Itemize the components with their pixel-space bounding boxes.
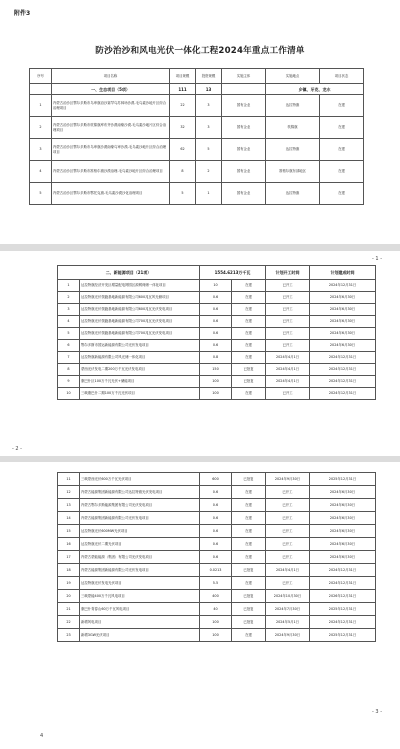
table-cell: 7 [58,352,80,364]
table-cell: 在建 [320,161,364,183]
table-cell: 在建 [232,499,266,512]
table-cell: 12 [58,486,80,499]
table-cell: 5 [30,183,52,205]
table-cell: 2024年10月30日 [266,590,310,603]
table-cell: 三峡康巴什二期100万千瓦光伏项目 [80,388,200,400]
table-cell: 2024年4月1日 [266,352,310,364]
table-cell: 20 [58,590,80,603]
table-cell: 内蒙古能源集团新能源有限公司光伏发电项目 [80,564,200,577]
col-header: 计划建成时间 [310,266,376,280]
table-row [30,95,364,117]
col-header: 项目名称 [52,69,170,84]
col-header: 项目规模 [170,69,196,84]
table-cell: 0.6 [200,340,232,352]
page-3 [0,462,400,749]
page-number-top: - 1 - [372,256,382,262]
table-row [58,388,376,400]
table-cell: 2024年12月31日 [310,352,376,364]
table-cell: 0.6 [200,499,232,512]
table-cell: 5 [170,183,196,205]
table-cell: 在建 [320,183,364,205]
table-cell: 已开工 [266,388,310,400]
table-row [30,183,364,205]
table-cell: 2024年12月31日 [310,577,376,590]
table-row [58,590,376,603]
table-cell: 内蒙古治沙区鄂尔多斯市杭锦旗库布齐沙漠南缘沙漠-毛乌素沙地片区综合治理项目 [52,117,170,139]
table-cell: 4 [58,316,80,328]
table-cell: 内蒙古蒙能能源（集团）有限公司光伏发电项目 [80,551,200,564]
table-cell: 新增风电项目 [80,616,200,629]
table-cell: 2024年6月30日 [310,486,376,499]
table-row [58,499,376,512]
table-cell: 已批复 [232,616,266,629]
table-cell: 2024年6月30日 [310,328,376,340]
table-cell: 2024年4月1日 [266,564,310,577]
table-cell: 1 [58,280,80,292]
page-number-bottom: 4 [40,733,44,739]
table-row [58,352,376,364]
col-header: 序号 [30,69,52,84]
table-cell: 达拉特旗光伏领跑基地新能源有限公司700兆瓦光伏发电项目 [80,328,200,340]
section-note: 乡镇、牙克、龙水 [266,84,364,95]
table-cell: 4 [30,161,52,183]
table-cell: 8 [58,364,80,376]
section-row-energy [58,266,376,280]
table-cell: 2024年6月30日 [310,551,376,564]
table-cell: 2024年7月30日 [266,603,310,616]
table-cell: 40 [200,603,232,616]
table-cell: 在建 [320,95,364,117]
table-cell: 2024年9月30日 [266,629,310,642]
table-cell: 0.6 [200,538,232,551]
table-cell: 在建 [232,538,266,551]
table-row [58,629,376,642]
table-cell: 已批复 [232,364,266,376]
table-cell: 400 [200,590,232,603]
table-row [30,139,364,161]
table-cell: 2024年12月31日 [310,388,376,400]
table-cell: 9 [58,376,80,388]
table-cell: 0.6 [200,328,232,340]
table-cell: 已开工 [266,499,310,512]
table-cell: 3 [196,117,222,139]
col-header: 投资规模 [196,69,222,84]
table-cell: 三峡蒙能400万千瓦风电项目 [80,590,200,603]
table-cell: 已开工 [266,538,310,551]
table-cell: 2024年6月30日 [310,292,376,304]
table-cell: 新增3GW光伏项目 [80,629,200,642]
table-cell: 3 [196,95,222,117]
table-cell: 0.6 [200,525,232,538]
table-cell: 32 [170,117,196,139]
table-row [30,117,364,139]
table-cell: 2024年6月30日 [310,512,376,525]
table-cell: 10 [200,280,232,292]
table-cell: 62 [170,139,196,161]
table-cell: 2024年12月31日 [310,376,376,388]
table-cell: 0.6 [200,512,232,525]
table-cell: 在建 [320,139,364,161]
table-cell: 已开工 [266,577,310,590]
table-cell: 达拉特旗光伏发电光伏项目 [80,577,200,590]
table-cell: 达拉特旗光伏600MW光伏项目 [80,525,200,538]
table-row [58,364,376,376]
table-cell: 2024年6月30日 [310,499,376,512]
table-cell: 已开工 [266,316,310,328]
table-cell: 在建 [232,486,266,499]
table-cell: 0.6 [200,316,232,328]
table-cell: 18 [58,564,80,577]
table-cell: 在建 [232,525,266,538]
table-cell: 150 [200,364,232,376]
table-cell: 22 [170,95,196,117]
table-cell: 22 [58,616,80,629]
page-number-top: - 3 - [372,709,382,715]
table-row [58,340,376,352]
table-cell: 2 [58,292,80,304]
table-cell: 17 [58,551,80,564]
attachment-label: 附件3 [14,10,31,17]
table-cell: 在建 [232,512,266,525]
table-cell: 国有企业 [222,95,266,117]
table-cell: 2024年5月1日 [266,616,310,629]
table-cell: 内蒙古治沙区鄂尔多斯市鄂托克旗-毛乌素沙漠沙化治理项目 [52,183,170,205]
table-cell: 已开工 [266,486,310,499]
table-cell: 2024年6月30日 [310,340,376,352]
table-cell: 在建 [232,388,266,400]
table-cell: 11 [58,473,80,486]
table-cell: 内蒙古鄂尔多斯能源集团有限公司光伏发电项目 [80,499,200,512]
table-row [58,316,376,328]
table-cell: 6 [58,340,80,352]
table-cell: 2026年12月31日 [310,590,376,603]
table-header-row [30,69,364,84]
table-cell: 已批复 [232,564,266,577]
table-cell: 在建 [232,340,266,352]
table-cell: 2024年4月1日 [266,364,310,376]
table-cell: 达拉特旗 [266,139,320,161]
table-cell: 23 [58,629,80,642]
table-row [58,603,376,616]
table-cell: 已开工 [266,512,310,525]
table-row [58,512,376,525]
table-row [58,376,376,388]
table-cell: 内蒙古能源集团新能源有限公司光伏发电项目 [80,512,200,525]
table-cell: 14 [58,512,80,525]
table-cell: 2024年6月30日 [310,525,376,538]
table-cell: 已开工 [266,525,310,538]
table-cell: 已开工 [266,292,310,304]
table-cell: 内蒙古治沙区鄂尔多斯市准格尔旗沙漠治理-毛乌素沙地片区综合治理项目 [52,161,170,183]
table-cell: 3 [58,304,80,316]
table-row [58,292,376,304]
table-cell: 已批复 [232,603,266,616]
table-cell: 在建 [232,629,266,642]
table-cell: 3 [30,139,52,161]
table-cell: 2024年12月31日 [310,616,376,629]
table-cell: 内蒙古能源集团新能源有限公司达拉特旗光伏发电项目 [80,486,200,499]
table-row [58,551,376,564]
page-number-bottom: - 2 - [12,446,22,452]
col-header: 实施主体 [222,69,266,84]
table-row [58,577,376,590]
table-cell: 达拉特旗光伏领跑基地新能源有限公司700兆瓦光伏发电项目 [80,316,200,328]
table-cell: 在建 [232,577,266,590]
table-cell: 0.6 [200,486,232,499]
table-cell: 10 [58,388,80,400]
table-cell: 1 [30,95,52,117]
table-cell: 康巴什青春山60万千瓦风电项目 [80,603,200,616]
table-cell: 2025年12月31日 [310,629,376,642]
table-row [58,616,376,629]
table-cell: 2024年4月1日 [266,376,310,388]
table-cell: 准格尔旗东部地区 [266,161,320,183]
table-cell: 在建 [232,352,266,364]
table-cell: 0.6 [200,304,232,316]
table-cell: 已批复 [232,590,266,603]
table-cell: 达拉特旗光伏领跑基地新能源有限公司600兆瓦光伏发电项目 [80,304,200,316]
table-cell: 杭锦旗 [266,117,320,139]
col-header: 项目状态 [320,69,364,84]
table-cell: 国有企业 [222,117,266,139]
table-cell: 0.6 [200,292,232,304]
table-row [58,538,376,551]
table-cell: 2025年12月31日 [310,473,376,486]
table-cell: 2024年6月30日 [310,538,376,551]
table-cell: 鄂尔多斯市国运新能源有限公司光伏发电项目 [80,340,200,352]
table-cell: 13 [58,499,80,512]
table-cell: 国有企业 [222,139,266,161]
table-row [58,280,376,292]
table-cell: 内蒙古治沙区鄂尔多斯市乌审旗沙漠南缘乌审沙漠-毛乌素沙地片区综合治理项目 [52,139,170,161]
table-cell: 2024年6月30日 [310,316,376,328]
table-cell: 100 [200,376,232,388]
table-cell: 在建 [232,280,266,292]
section-title: 二、新能源项目（21项） [58,266,200,280]
table-row [58,473,376,486]
table-cell: 2024年12月31日 [310,280,376,292]
table-cell: 内蒙古治沙区鄂尔多斯市乌审旗治沙赛罕乌苏林场沙漠-毛乌素沙地片区综合治理项目 [52,95,170,117]
table-row [58,486,376,499]
page-2 [0,251,400,456]
col-header: 计划开工时间 [266,266,310,280]
table-cell: 0.6 [200,551,232,564]
table-cell: 在建 [232,316,266,328]
table-cell: 已开工 [266,328,310,340]
table-cell: 在建 [232,551,266,564]
table-cell: 国有企业 [222,161,266,183]
table-cell: 在建 [232,328,266,340]
table-cell: 5 [58,328,80,340]
table-cell: 国有企业 [222,183,266,205]
table-cell: 已批复 [232,473,266,486]
table-cell: 三峡蒙西光伏600万千瓦光伏项目 [80,473,200,486]
energy-projects-table-1 [57,265,376,400]
table-cell: 已开工 [266,280,310,292]
table-cell: 16 [58,538,80,551]
table-row [30,161,364,183]
table-row [58,328,376,340]
table-cell: 已开工 [266,304,310,316]
table-cell: 已批复 [232,376,266,388]
table-cell: 19 [58,577,80,590]
table-cell: 已开工 [266,551,310,564]
section-row-ecology [30,84,364,95]
table-cell: 康巴什区100万千瓦光伏+储能项目 [80,376,200,388]
table-row [58,525,376,538]
table-row [58,304,376,316]
table-cell: 达拉特旗新能源有限公司风光储一体化项目 [80,352,200,364]
table-cell: 达拉特旗 [266,95,320,117]
table-cell: 达拉特旗光伏领跑基地新能源有限公司600兆瓦风光储项目 [80,292,200,304]
table-cell: 15 [58,525,80,538]
page-1 [0,0,400,244]
table-cell: 2 [196,161,222,183]
table-cell: 100 [200,388,232,400]
table-cell: 达拉特旗光伏二期光伏项目 [80,538,200,551]
table-cell: 5 [196,139,222,161]
section-invest: 13 [196,84,222,95]
table-cell: 2024年9月30日 [266,473,310,486]
ecology-projects-table [29,68,364,205]
table-cell: 已开工 [266,340,310,352]
table-cell: 2024年6月30日 [310,304,376,316]
table-cell: 8 [170,161,196,183]
col-header: 实施地点 [266,69,320,84]
table-cell: 2 [30,117,52,139]
section-scale: 111 [170,84,196,95]
table-cell: 2025年12月31日 [310,603,376,616]
table-cell: 在建 [232,292,266,304]
table-cell: 在建 [320,117,364,139]
table-cell: 蒙西光伏发电二期200万千瓦光伏发电项目 [80,364,200,376]
table-row [58,564,376,577]
table-cell: 在建 [232,304,266,316]
table-cell: 100 [200,616,232,629]
table-cell: 达拉特旗 [266,183,320,205]
table-cell: 2024年12月31日 [310,364,376,376]
table-cell: 1 [196,183,222,205]
energy-projects-table-2 [57,472,376,642]
section-title: 一、生态项目（5项） [52,84,170,95]
table-cell: 600 [200,473,232,486]
section-scale: 1554.6213万千瓦 [200,266,266,280]
document-title: 防沙治沙和风电光伏一体化工程2024年重点工作清单 [95,46,305,56]
table-cell: 100 [200,629,232,642]
table-cell: 0.8 [200,352,232,364]
table-cell: 2024年12月31日 [310,564,376,577]
table-cell: 达拉特旗经济开发区增量配电网园区源网荷储一体化项目 [80,280,200,292]
table-cell: 5.5 [200,577,232,590]
table-cell: 0.0213 [200,564,232,577]
table-cell: 21 [58,603,80,616]
